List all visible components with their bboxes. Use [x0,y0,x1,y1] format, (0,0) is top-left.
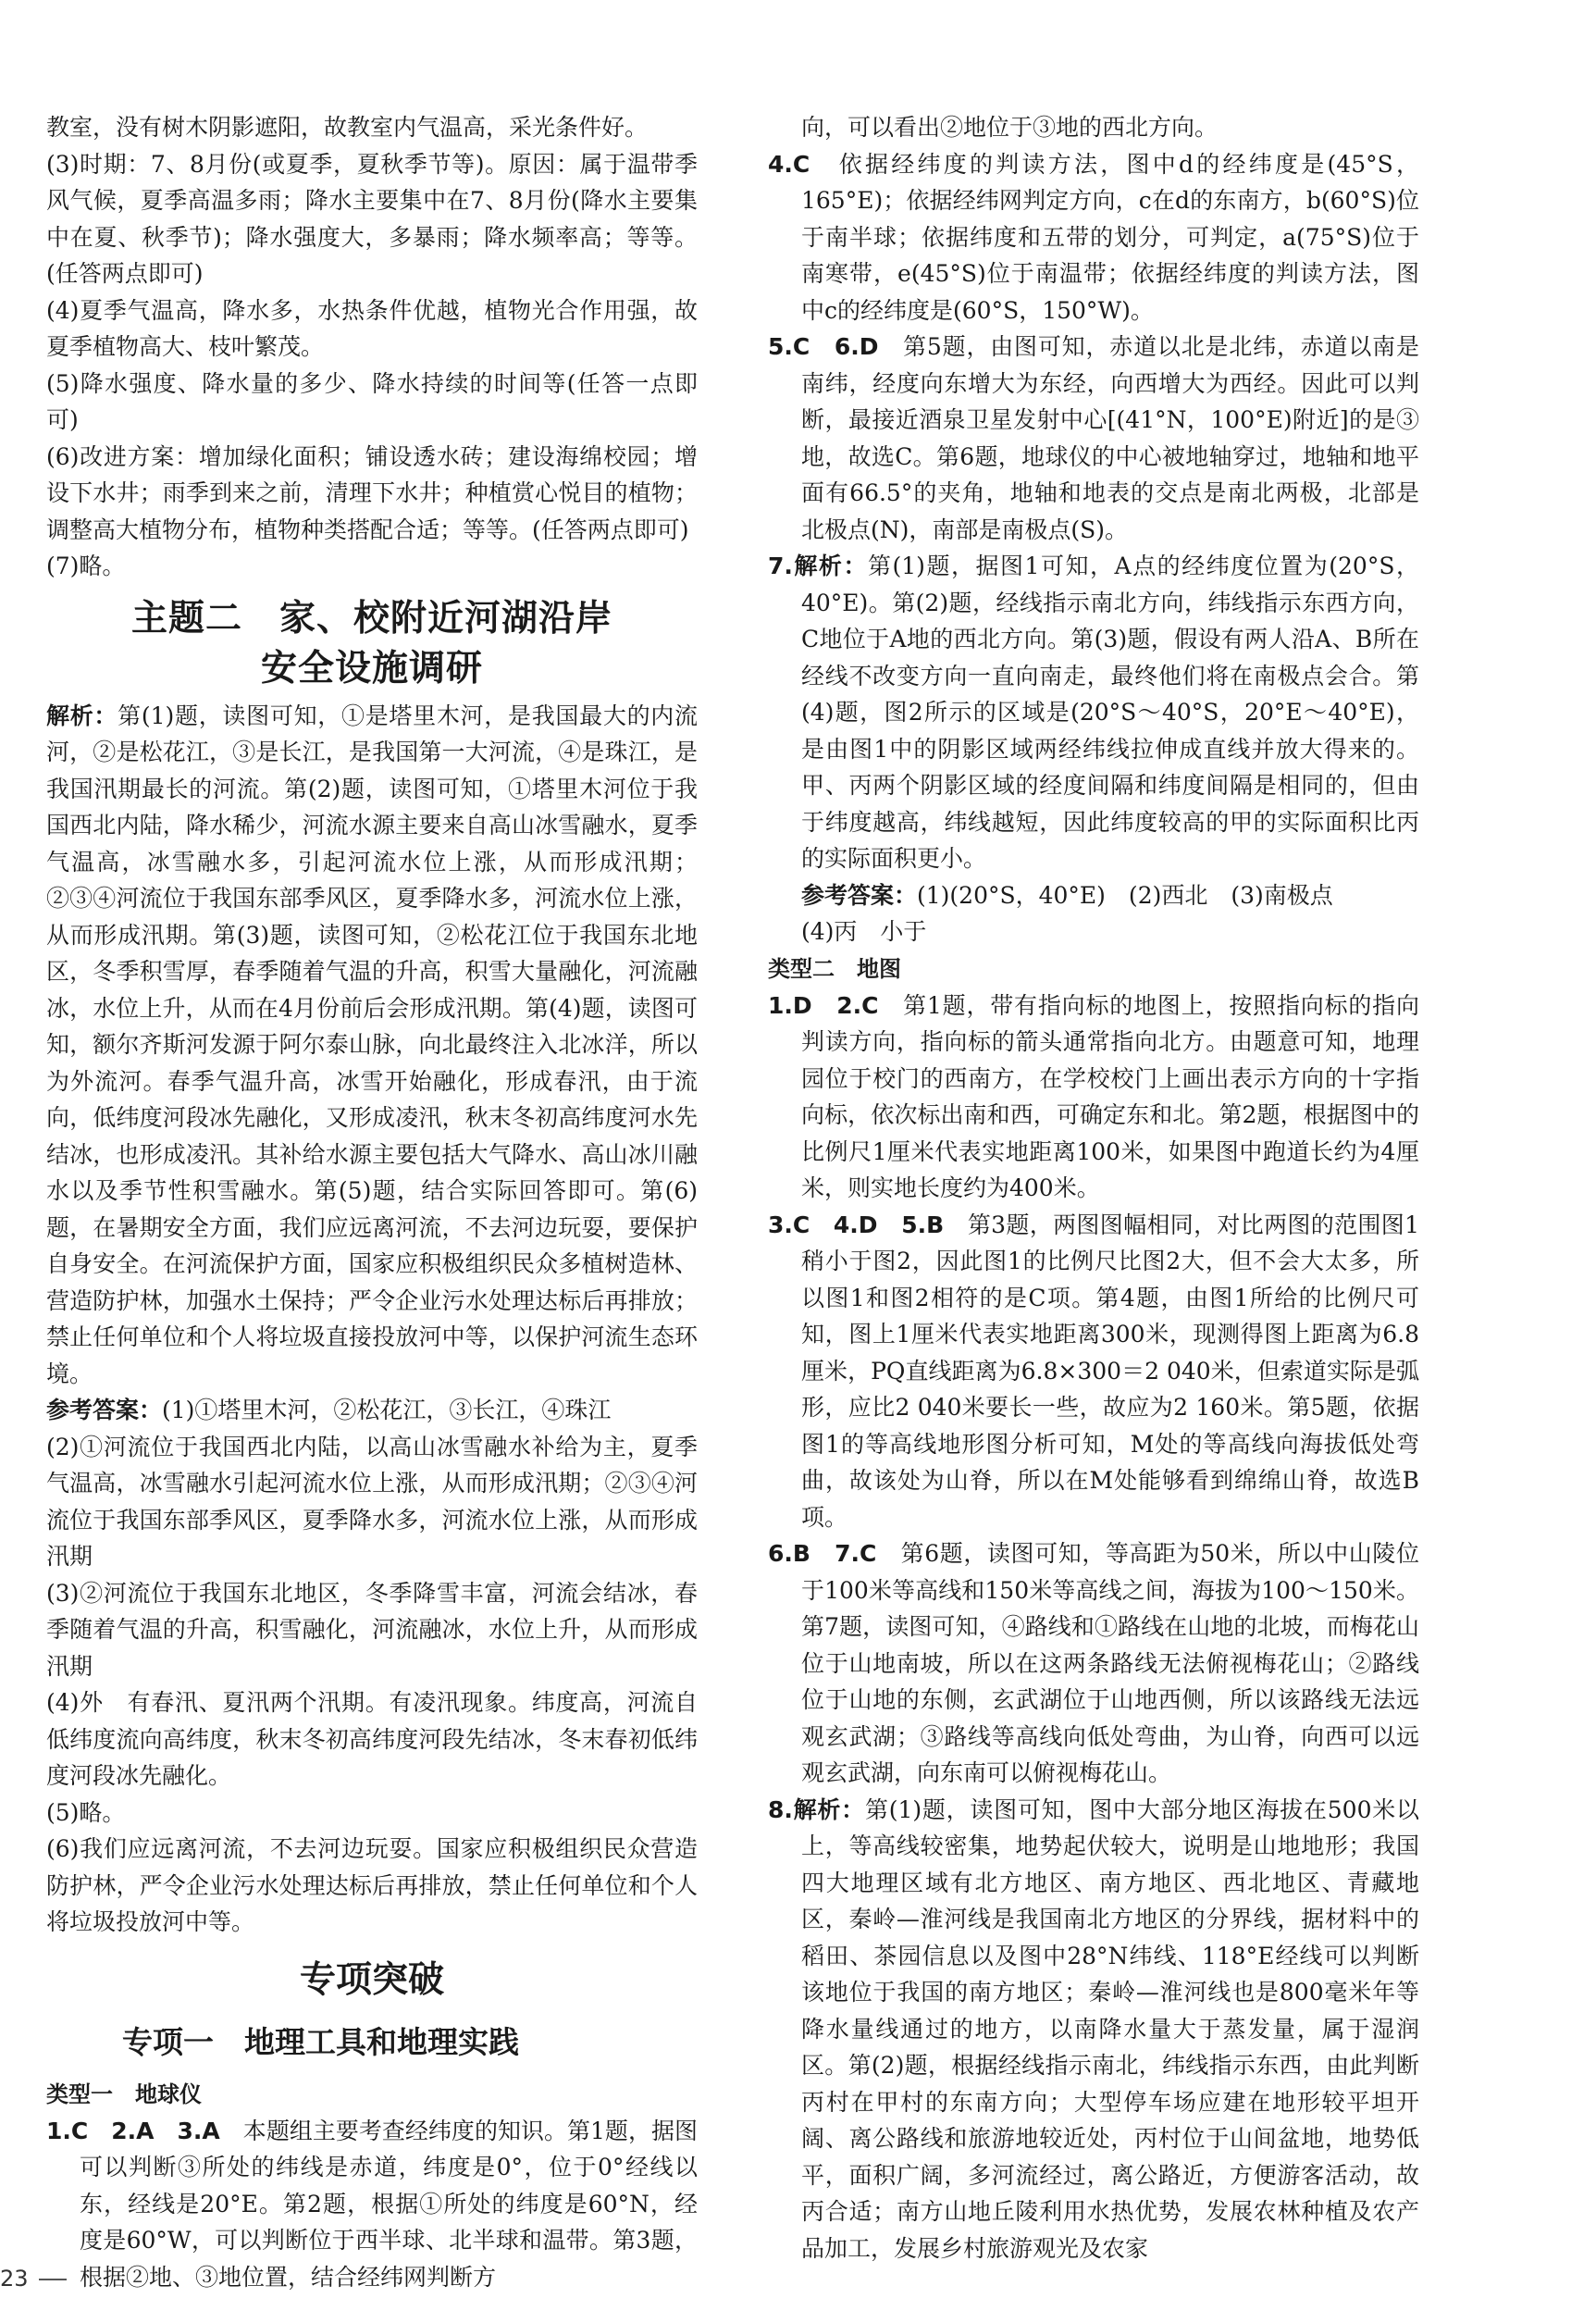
explanation-text: 第1题，带有指向标的地图上，按照指向标的指向判读方向，指向标的箭头通常指向北方。由题意可知，地理园位于校门的西南方，在学校校门上画出表示方向的十字指向标，依次标出南和西，可确定东和北。第2题，根据图中的比例尺1厘米代表实地距离100米，如果图中跑道长约为4厘米，则实地长度约为400米。 [801,991,1419,1201]
analysis-text: 第(1)题，读图可知，①是塔里木河，是我国最大的内流河，②是松花江，③是长江，是我国第一大河流，④是珠江，是我国汛期最长的河流。第(2)题，读图可知，①塔里木河位于我国西北内陆，降水稀少，河流水源主要来自高山冰雪融水，夏季气温高，冰雪融水多，引起河流水位上涨，从而形成汛期；②③④河流位于我国东部季风区，夏季降水多，河流水位上涨，从而形成汛期。第(3)题，读图可知，②松花江位于我国东北地区，冬季积雪厚，春季随着气温的升高，积雪大量融化，河流融冰，水位上升，从而在4月份前后会形成汛期。第(4)题，读图可知，额尔齐斯河发源于阿尔泰山脉，向北最终注入北冰洋，所以为外流河。春季气温升高，冰雪开始融化，形成春汛，由于流向，低纬度河段冰先融化，又形成凌汛，秋末冬初高纬度河水先结冰，也形成凌汛。其补给水源主要包括大气降水、高山冰川融水以及季节性积雪融水。第(5)题，结合实际回答即可。第(6)题，在暑期安全方面，我们应远离河流，不去河边玩耍，要保护自身安全。在河流保护方面，国家应积极组织民众多植树造林、营造防护林，加强水土保持；严令企业污水处理达标后再排放；禁止任何单位和个人将垃圾直接投放河中等，以保护河流生态环境。 [46,702,698,1387]
question-group [768,988,1419,1207]
right-column [768,109,1419,2267]
topic-title [46,594,698,694]
answer-label: 参考答案： [801,881,918,909]
analysis-paragraph [46,698,698,1393]
question-group [768,329,1419,548]
explanation-text: 依据经纬度的判读方法，图中d的经纬度是(45°S，165°E)；依据经纬网判定方向，c在d的东南方，b(60°S)位于南半球；依据纬度和五带的划分，可判定，a(75°S)位于南寒带，e(45°S)位于南温带；依据经纬度的判读方法，图中c的经纬度是(60°S，150°W)。 [801,150,1419,324]
explanation-text: 第6题，读图可知，等高距为50米，所以中山陵位于100米等高线和150米等高线之间，海拔为100～150米。第7题，读图可知，④路线和①路线在山地的北坡，而梅花山位于山地南坡，所以在这两条路线无法俯视梅花山；②路线位于山地的东侧，玄武湖位于山地西侧，所以该路线无法远观玄武湖；③路线等高线向低处弯曲，为山脊，向西可以远观玄武湖，向东南可以俯视梅花山。 [801,1540,1419,1786]
answer-keys: 4.C [768,150,810,178]
paragraph: 教室，没有树木阴影遮阳，故教室内气温高，采光条件好。 [46,114,649,141]
question-group [768,1792,1419,2267]
paragraph: 向，可以看出②地位于③地的西北方向。 [801,114,1219,141]
special-title: 专项一 地理工具和地理实践 [122,2023,519,2060]
paragraph: (3)时期：7、8月份(或夏季，夏秋季节等)。原因：属于温带季风气候，夏季高温多雨；降水主要集中在7、8月份(降水主要集中在夏、秋季节)；降水强度大，多暴雨；降水频率高；等等。(任答两点即可) [46,150,698,287]
question-group [768,1207,1419,1536]
paragraph: (4)夏季气温高，降水多，水热条件优越，植物光合作用强，故夏季植物高大、枝叶繁茂。 [46,296,698,360]
analysis-label: 8.解析： [768,1795,865,1823]
analysis-label: 7.解析： [768,553,868,579]
question-group [768,548,1419,877]
answer-keys: 1.D 2.C [768,991,879,1019]
answer-paragraph [46,1392,698,1429]
paragraph: (6)改进方案：增加绿化面积；铺设透水砖；建设海绵校园；增设下水井；雨季到来之前，清理下水井；种植赏心悦目的植物；调整高大植物分布，植物种类搭配合适；等等。(任答两点即可) [46,442,698,543]
explanation-text: 第5题，由图可知，赤道以北是北纬，赤道以南是南纬，经度向东增大为东经，向西增大为西经。因此可以判断，最接近酒泉卫星发射中心[(41°N，100°E)附近]的是③地，故选C。第6题，地球仪的中心被地轴穿过，地轴和地平面有66.5°的夹角，地轴和地表的交点是南北两极，北部是北极点(N)，南部是南极点(S)。 [801,333,1419,543]
answer-keys: 3.C 4.D 5.B [768,1211,945,1238]
left-column [46,109,698,2295]
question-group [768,146,1419,329]
explanation-text: 第3题，两图图幅相同，对比两图的范围图1稍小于图2，因此图1的比例尺比图2大，但不会大太多，所以图1和图2相符的是C项。第4题，由图1所给的比例尺可知，图上1厘米代表实地距离300米，现测得图上距离为6.8厘米，PQ直线距离为6.8×300＝2 040米，但索道实际是弧形，应比2 040米要长一些，故应为2 160米。第5题，依据图1的等高线地形图分析可知，M处的等高线向海拔低处弯曲，故该处为山脊，所以在M处能够看到绵绵山脊，故选B项。 [801,1211,1419,1531]
type-title: 类型二 地图 [768,955,901,982]
answer-keys: 6.B 7.C [768,1540,877,1567]
topic-title-line-2: 安全设施调研 [260,647,483,689]
answer-paragraph: (5)略。 [46,1798,126,1826]
answer-paragraph: (2)①河流位于我国西北内陆，以高山冰雪融水补给为主，夏季气温高，冰雪融水引起河流水位上涨，从而形成汛期；②③④河流位于我国东部季风区，夏季降水多，河流水位上涨，从而形成汛期 [46,1433,698,1570]
topic-title-line-1: 主题二 家、校附近河湖沿岸 [130,597,612,640]
answer-label: 参考答案： [46,1397,163,1423]
analysis-label: 解析： [46,702,118,729]
section-title: 专项突破 [299,1958,444,2001]
answer-text: (1)①塔里木河，②松花江，③长江，④珠江 [162,1397,612,1423]
question-group [768,1535,1419,1792]
explanation-text: 第(1)题，据图1可知，A点的经纬度位置为(20°S，40°E)。第(2)题，经线指示南北方向，纬线指示东西方向，C地位于A地的西北方向。第(3)题，假设有两人沿A、B所在经线不改变方向一直向南走，最终他们将在南极点会合。第(4)题，图2所示的区域是(20°S～40°S，20°E～40°E)，是由图1中的阴影区域两经纬线拉伸成直线并放大得来的。甲、丙两个阴影区域的经度间隔和纬度间隔是相同的，但由于纬度越高，纬线越短，因此纬度较高的甲的实际面积比丙的实际面积更小。 [801,553,1419,872]
answer-keys: 1.C 2.A 3.A [46,2117,220,2144]
answer-paragraph: (6)我们应远离河流，不去河边玩耍。国家应积极组织民众营造防护林，严令企业污水处理达标后再排放，禁止任何单位和个人将垃圾投放河中等。 [46,1835,698,1935]
page-number: 23 [0,2266,29,2292]
question-group [46,2113,698,2296]
answer-keys: 5.C 6.D [768,333,879,360]
answer-paragraph: (4)丙 小于 [801,918,927,945]
explanation-text: 本题组主要考查经纬度的知识。第1题，据图可以判断③所处的纬线是赤道，纬度是0°，位于0°经线以东，经线是20°E。第2题，根据①所处的纬度是60°N，经度是60°W，可以判断位于西半球、北半球和温带。第3题，根据②地、③地位置，结合经纬网判断方 [80,2117,698,2291]
paragraph: (5)降水强度、降水量的多少、降水持续的时间等(任答一点即可) [46,369,698,433]
type-title: 类型一 地球仪 [46,2081,202,2107]
answer-text: (1)(20°S，40°E) (2)西北 (3)南极点 [917,881,1333,909]
page-number-rule [39,2279,67,2280]
answer-paragraph: (3)②河流位于我国东北地区，冬季降雪丰富，河流会结冰，春季随着气温的升高，积雪融化，河流融冰，水位上升，从而形成汛期 [46,1579,698,1680]
answer-paragraph: (4)外 有春汛、夏汛两个汛期。有凌汛现象。纬度高，河流自低纬度流向高纬度，秋末冬初高纬度河段先结冰，冬末春初低纬度河段冰先融化。 [46,1689,698,1789]
answer-paragraph [768,877,1419,914]
explanation-text: 第(1)题，读图可知，图中大部分地区海拔在500米以上，等高线较密集，地势起伏较大，说明是山地地形；我国四大地理区域有北方地区、南方地区、西北地区、青藏地区，秦岭—淮河线是我国南北方地区的分界线，据材料中的稻田、茶园信息以及图中28°N纬线、118°E经线可以判断该地位于我国的南方地区；秦岭—淮河线也是800毫米年等降水量线通过的地方，以南降水量大于蒸发量，属于湿润区。第(2)题，根据经线指示南北，纬线指示东西，由此判断丙村在甲村的东南方向；大型停车场应建在地形较平坦开阔、离公路线和旅游地较近处，丙村位于山间盆地，地势低平，面积广阔，多河流经过，离公路近，方便游客活动，故丙合适；南方山地丘陵利用水热优势，发展农林种植及农产品加工，发展乡村旅游观光及农家 [801,1795,1419,2262]
paragraph: (7)略。 [46,553,126,579]
